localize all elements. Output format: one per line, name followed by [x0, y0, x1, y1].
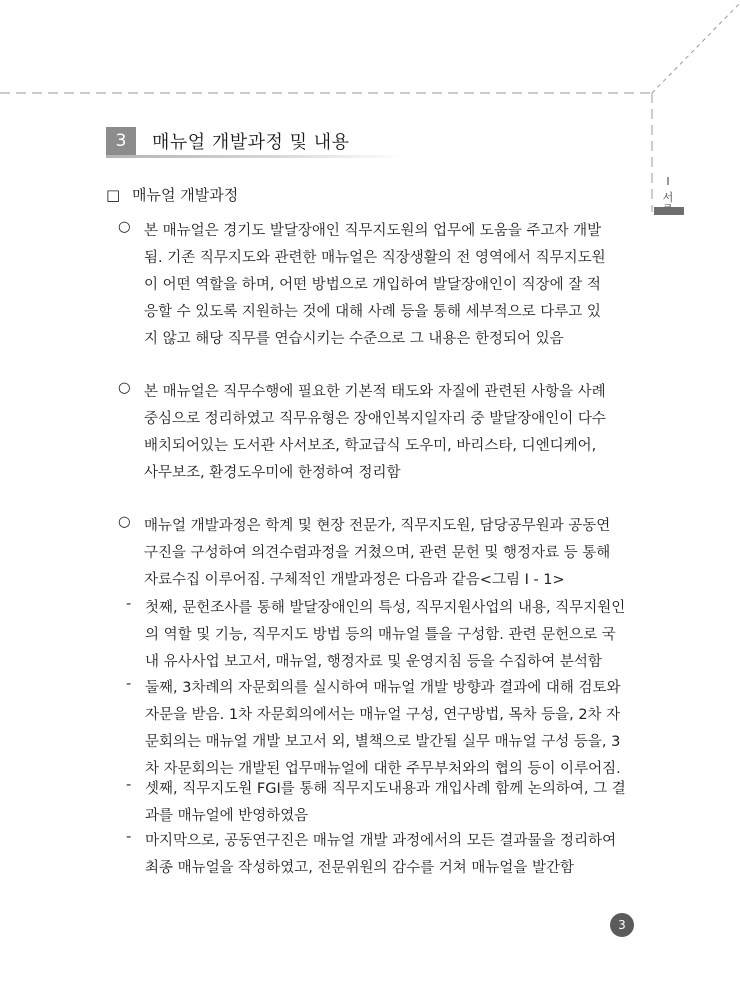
paragraph-line: 중심으로 정리하였고 직무유형은 장애인복지일자리 중 발달장애인이 다수 [144, 411, 606, 427]
paragraph-line: 이 어떤 역할을 하며, 어떤 방법으로 개입하여 발달장애인이 직장에 잘 적 [144, 277, 601, 293]
paragraph-line: 됨. 기존 직무지도와 관련한 매뉴얼은 직장생활의 전 영역에서 직무지도원 [144, 250, 606, 266]
section-underline [106, 155, 406, 158]
paragraph-line: 자료수집 이루어짐. 구체적인 개발과정은 다음과 같음<그림 Ⅰ - 1> [144, 572, 565, 588]
side-tab-text-1: 서 [662, 191, 674, 204]
dash-item-line: 차 자문회의는 개발된 업무매뉴얼에 대한 주무부처와의 협의 등이 이루어짐. [145, 761, 621, 777]
circle-bullet-icon: ○ [118, 514, 131, 530]
dash-bullet: - [126, 596, 132, 612]
dash-item-line: 최종 매뉴얼을 작성하였고, 전문위원의 감수를 거쳐 매뉴얼을 발간함 [145, 860, 575, 876]
paragraph-line: 응할 수 있도록 지원하는 것에 대해 사례 등을 통해 세부적으로 다루고 있 [144, 304, 601, 320]
dash-item-line: 문회의는 매뉴얼 개발 보고서 외, 별책으로 발간될 실무 매뉴얼 구성 등을, 3 [145, 734, 621, 750]
dash-bullet: - [126, 777, 132, 793]
corner-diagonal-dashed [652, 3, 740, 93]
dash-item-line: 내 유사사업 보고서, 매뉴얼, 행정자료 및 운영지침 등을 수집하여 분석함 [145, 654, 602, 670]
checkbox-square-icon: □ [106, 186, 121, 204]
dash-item-line: 첫째, 문헌조사를 통해 발달장애인의 특성, 직무지원사업의 내용, 직무지원인 [145, 600, 626, 616]
page-number-badge: 3 [610, 913, 634, 937]
side-tab-roman: Ⅰ [666, 175, 670, 188]
section-number-badge: 3 [106, 127, 136, 155]
dash-bullet: - [126, 676, 132, 692]
subsection-heading [106, 184, 238, 205]
dash-bullet: - [126, 829, 132, 845]
section-title: 매뉴얼 개발과정 및 내용 [152, 132, 350, 153]
dash-item-line: 자문을 받음. 1차 자문회의에서는 매뉴얼 구성, 연구방법, 목차 등을, 2차 자 [145, 707, 621, 723]
dash-item-line: 마지막으로, 공동연구진은 매뉴얼 개발 과정에서의 모든 결과물을 정리하여 [145, 833, 617, 849]
paragraph-line: 구진을 구성하여 의견수렴과정을 거쳤으며, 관련 문헌 및 행정자료 등 통해 [144, 545, 611, 561]
paragraph-line: 매뉴얼 개발과정은 학계 및 현장 전문가, 직무지도원, 담당공무원과 공동연 [144, 518, 611, 534]
paragraph-line: 배치되어있는 도서관 사서보조, 학교급식 도우미, 바리스타, 디엔디케어, [144, 438, 597, 454]
paragraph-line: 본 매뉴얼은 직무수행에 필요한 기본적 태도와 자질에 관련된 사항을 사례 [144, 384, 606, 400]
dash-item-line: 셋째, 직무지도원 FGI를 통해 직무지도내용과 개입사례 함께 논의하여, 그 결 [145, 781, 626, 797]
circle-bullet-icon: ○ [118, 219, 131, 235]
subsection-title: 매뉴얼 개발과정 [132, 186, 239, 204]
dash-item-line: 과를 매뉴얼에 반영하였음 [145, 808, 309, 824]
section-header [106, 127, 406, 157]
dash-item-line: 의 역할 및 기능, 직무지도 방법 등의 매뉴얼 틀을 구성함. 관련 문헌으로 국 [145, 627, 616, 643]
side-tab-bar [654, 207, 684, 215]
circle-bullet-icon: ○ [118, 380, 131, 396]
dash-item-line: 둘째, 3차례의 자문회의를 실시하여 매뉴얼 개발 방향과 결과에 대해 검토와 [145, 680, 621, 696]
paragraph-line: 지 않고 해당 직무를 연습시키는 수준으로 그 내용은 한정되어 있음 [144, 331, 564, 347]
paragraph-line: 본 매뉴얼은 경기도 발달장애인 직무지도원의 업무에 도움을 주고자 개발 [144, 223, 602, 239]
paragraph-line: 사무보조, 환경도우미에 한정하여 정리함 [144, 465, 401, 481]
